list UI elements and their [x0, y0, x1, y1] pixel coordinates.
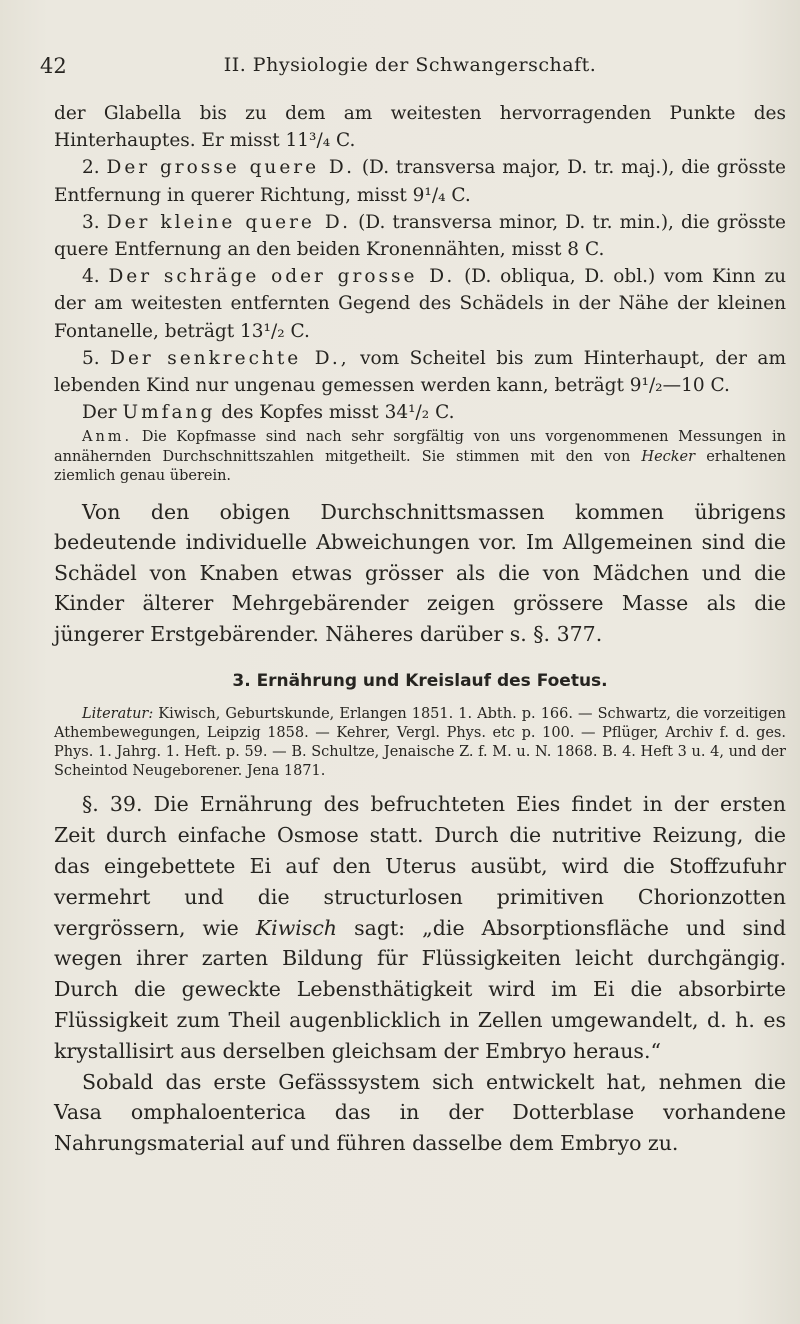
- anm-label: Anm.: [82, 429, 133, 446]
- item-kleine-quere: 3. Der kleine quere D. (D. transversa minor, D. tr. min.), die grösste quere Entfernung an den beiden Kronennähten, misst 8 C.: [54, 211, 786, 261]
- term-kleine-quere: Der kleine quere D.: [106, 211, 351, 233]
- literature-list: Literatur: Kiwisch, Geburtskunde, Erlangen 1851. 1. Abth. p. 166. — Schwartz, die vorzeitigen Athembewegungen, Leipzig 1858. — Kehrer, Vergl. Phys. etc p. 100. — Pflüger, Archiv f. d. ges. Phys. 1. Jahrg. 1. Heft. p. 59. — B. Schultze, Jenaische Z. f. M. u. N. 1868. B. 4. Heft 3 u. 4, und der Scheintod Neugeborener. Jena 1871.: [54, 706, 787, 780]
- item-umfang: Der Umfang des Kopfes misst 34¹/₂ C.: [82, 402, 455, 424]
- paragraph-vasa: Sobald das erste Gefässsystem sich entwickelt hat, nehmen die Vasa omphaloenterica das in der Dotterblase vorhandene Nahrungsmaterial auf und führen dasselbe dem Embryo zu.: [54, 1069, 786, 1156]
- term-schraege: Der schräge oder grosse D.: [108, 266, 456, 288]
- item-grosse-quere: 2. Der grosse quere D. (D. transversa major, D. tr. maj.), die grösste Entfernung in querer Richtung, misst 9¹/₄ C.: [54, 157, 786, 206]
- page-header: [40, 54, 780, 84]
- page-number: 42: [40, 54, 67, 78]
- annotation-note: Anm. Die Kopfmasse sind nach sehr sorgfältig von uns vorgenommenen Messungen in annähernden Durchschnittszahlen mitgetheilt. Sie stimmen mit den von Hecker erhaltenen ziemlich genau überein.: [54, 429, 787, 485]
- line-hinterhaupt: Hinterhauptes. Er misst 11³/₄ C.: [54, 130, 356, 152]
- term-umfang: Umfang: [122, 402, 216, 424]
- page-content: [54, 100, 786, 1159]
- line-glabella: der Glabella bis zu dem am weitesten hervorragenden Punkte des: [54, 103, 786, 124]
- section-heading: 3. Ernährung und Kreislauf des Foetus.: [232, 671, 608, 692]
- author-hecker: Hecker: [641, 448, 696, 465]
- literature-label: Literatur:: [82, 706, 154, 723]
- item-senkrechte: 5. Der senkrechte D., vom Scheitel bis zum Hinterhaupt, der am lebenden Kind nur ungenau gemessen werden kann, beträgt 9¹/₂—10 C.: [54, 347, 786, 397]
- running-title: II. Physiologie der Schwangerschaft.: [223, 54, 597, 76]
- continued-paragraph: [54, 100, 786, 154]
- term-senkrechte: Der senkrechte D.,: [110, 347, 350, 369]
- paragraph-39: §. 39. Die Ernährung des befruchteten Eies findet in der ersten Zeit durch einfache Osmose statt. Durch die nutritive Reizung, die das eingebettete Ei auf den Uterus ausübt, wird die Stoffzufuhr vermehrt und die structurlosen primitiven Chorionzotten vergrössern, wie Kiwisch sagt: „die Absorptionsfläche und sind wegen ihrer zarten Bildung für Flüssigkeiten leicht durchgängig. Durch die geweckte Lebensthätigkeit wird im Ei die absorbirte Flüssigkeit zum Theil augenblicklich in Zellen umgewandelt, d. h. es krystallisirt aus derselben gleichsam der Embryo heraus.“: [54, 792, 786, 1063]
- paragraph-variations: Von den obigen Durchschnittsmassen kommen übrigens bedeutende individuelle Abweichungen vor. Im Allgemeinen sind die Schädel von Knaben etwas grösser als die von Mädchen und die Kinder älterer Mehrgebärender zeigen grössere Masse als die jüngerer Erstgebärender. Näheres darüber s. §. 377.: [54, 499, 786, 646]
- author-kiwisch: Kiwisch: [255, 915, 338, 940]
- term-grosse-quere: Der grosse quere D.: [106, 157, 355, 179]
- item-schraege: 4. Der schräge oder grosse D. (D. obliqua, D. obl.) vom Kinn zu der am weitesten entfernten Gegend des Schädels in der Nähe der kleinen Fontanelle, beträgt 13¹/₂ C.: [54, 266, 786, 342]
